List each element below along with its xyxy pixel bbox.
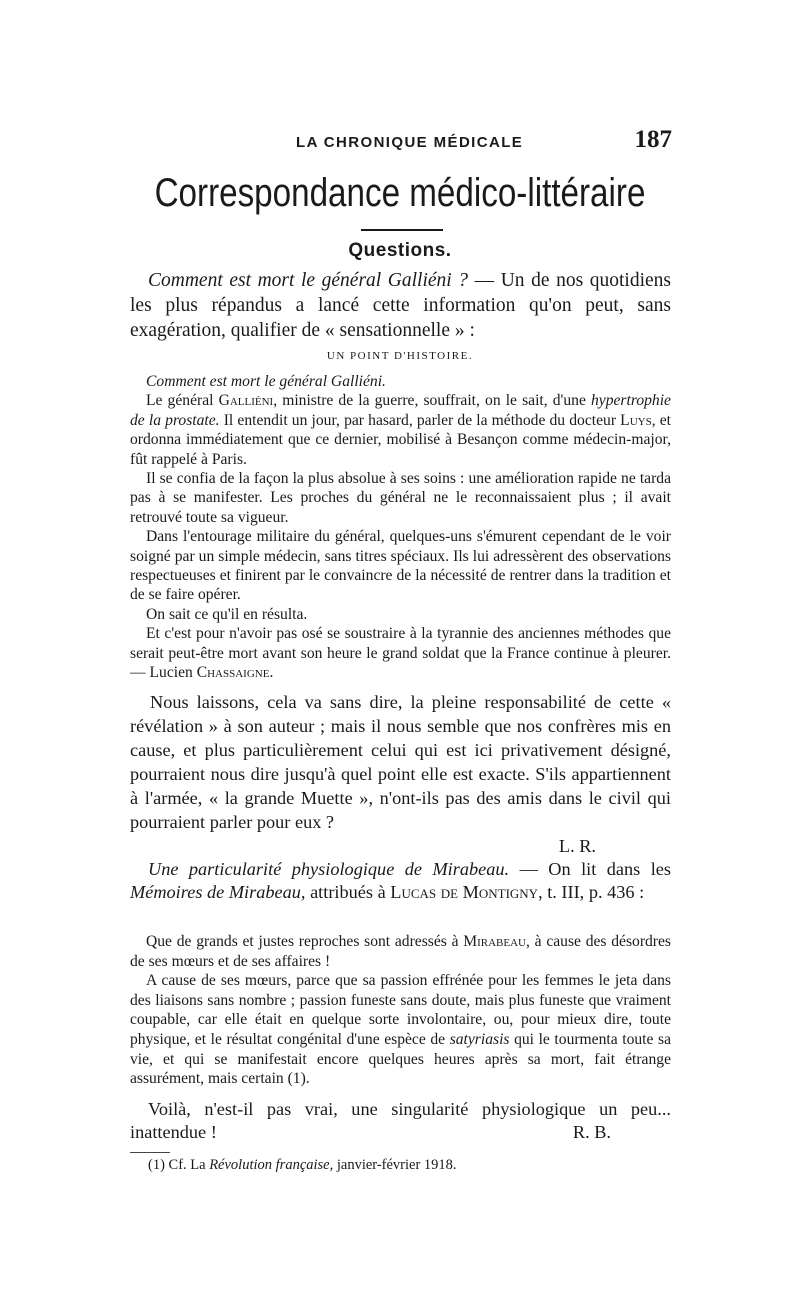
- quote-paragraph-2: Il se confia de la façon la plus absolue à ses soins : une amélioration rapide ne tarda pas à se manifester. Les proches du général ne le reconnaissaient plus ; il avait retrouvé toute sa vigueur.: [130, 470, 671, 526]
- quote-title: Comment est mort le général Galliéni.: [146, 373, 386, 390]
- memoires-title: Mémoires de Mirabeau,: [130, 881, 306, 902]
- running-header: [136, 126, 672, 152]
- newspaper-quote: [130, 372, 671, 683]
- quote-source-heading: UN POINT D'HISTOIRE.: [326, 350, 474, 362]
- excerpt-paragraph-1: Que de grands et justes reproches sont adressés à Mirabeau, à cause des désordres de ses mœurs et de ses affaires !: [130, 933, 671, 970]
- page-number: 187: [634, 126, 672, 153]
- intro-lead: Comment est mort le général Galliéni ?: [148, 270, 469, 291]
- closing-signature: R. B.: [572, 1122, 611, 1142]
- quote-paragraph-5: Et c'est pour n'avoir pas osé se soustraire à la tyrannie des anciennes méthodes que serait peut-être mort avant son heure le grand soldat que la France continue à pleurer. — Lucien Chassaigne.: [130, 625, 671, 682]
- running-title: LA CHRONIQUE MÉDICALE: [296, 134, 524, 151]
- comment-signature: L. R.: [558, 836, 596, 856]
- quote-author: Chassaigne: [196, 664, 270, 682]
- excerpt-paragraph-2: A cause de ses mœurs, parce que sa passion effrénée pour les femmes le jeta dans des liaisons sans nombre ; passion funeste sans doute, mais plus funeste que vraiment coupable, car elle était en quelque sorte involontaire, ou, pour mieux dire, toute physique, et le résultat congénital d'une espèce de satyriasis qui le tourmenta toute sa vie, et qui se manifestait encore quelques heures après sa mort, fait étrange assurément, mais certain (1).: [130, 972, 672, 1088]
- footnote-rule: [130, 1152, 170, 1153]
- footnote: (1) Cf. La Révolution française, janvier-février 1918.: [148, 1157, 457, 1173]
- closing-remark: [130, 1098, 671, 1144]
- editor-comment: [130, 690, 671, 858]
- closing-text: Voilà, n'est-il pas vrai, une singularité physiologique un peu... inattendue !: [130, 1099, 671, 1142]
- name-gallieni: Galliéni: [218, 392, 274, 410]
- quote-paragraph-3: Dans l'entourage militaire du général, quelques-uns s'émurent cependant de le voir soigné par un simple médecin, sans titres spéciaux. Ils lui adressèrent des observations respectueuses et finirent par le convaincre de la nécessité de rentrer dans la tradition et de se faire opérer.: [130, 528, 671, 604]
- footnote-journal: Révolution française,: [209, 1157, 334, 1173]
- name-luys: Luys: [620, 411, 652, 429]
- comment-text: Nous laissons, cela va sans dire, la pleine responsabilité de cette « révélation » à son auteur ; mais il nous semble que nos confrères mis en cause, et plus particulièrement celui qui est ici privativement désigné, pourraient nous dire jusqu'à quel point elle est exacte. S'ils appartiennent à l'armée, « la grande Muette », n'ont-ils pas des amis dans le civil qui pourraient parler pour eux ?: [130, 692, 671, 832]
- memoires-author: Lucas de Montigny: [390, 881, 539, 902]
- name-mirabeau: Mirabeau: [463, 933, 527, 950]
- mirabeau-title: Une particularité physiologique de Mirabeau.: [148, 859, 510, 879]
- questions-heading: Questions.: [348, 240, 452, 261]
- intro-text: — Un de nos quotidiens les plus répandus a lancé cette information qu'on peut, sans exagération, qualifier de « sensationnelle » :: [130, 270, 672, 341]
- section-title: Correspondance médico-littéraire: [154, 171, 646, 215]
- quote-paragraph-1: Le général Galliéni, ministre de la guerre, souffrait, on le sait, d'une hypertrophie de la prostate. Il entendit un jour, par hasard, parler de la méthode du docteur Luys, et ordonna immédiatement que ce dernier, mobilisé à Besançon comme médecin-major, fût rappelé à Paris.: [130, 392, 672, 468]
- title-rule: [361, 229, 443, 231]
- intro-paragraph: [130, 268, 671, 343]
- mirabeau-intro: Une particularité physiologique de Mirabeau. — On lit dans les Mémoires de Mirabeau, attribués à Lucas de Montigny, t. III, p. 436 :: [130, 859, 671, 902]
- mirabeau-excerpt: [130, 932, 671, 1089]
- quote-paragraph-4: On sait ce qu'il en résulta.: [146, 605, 308, 623]
